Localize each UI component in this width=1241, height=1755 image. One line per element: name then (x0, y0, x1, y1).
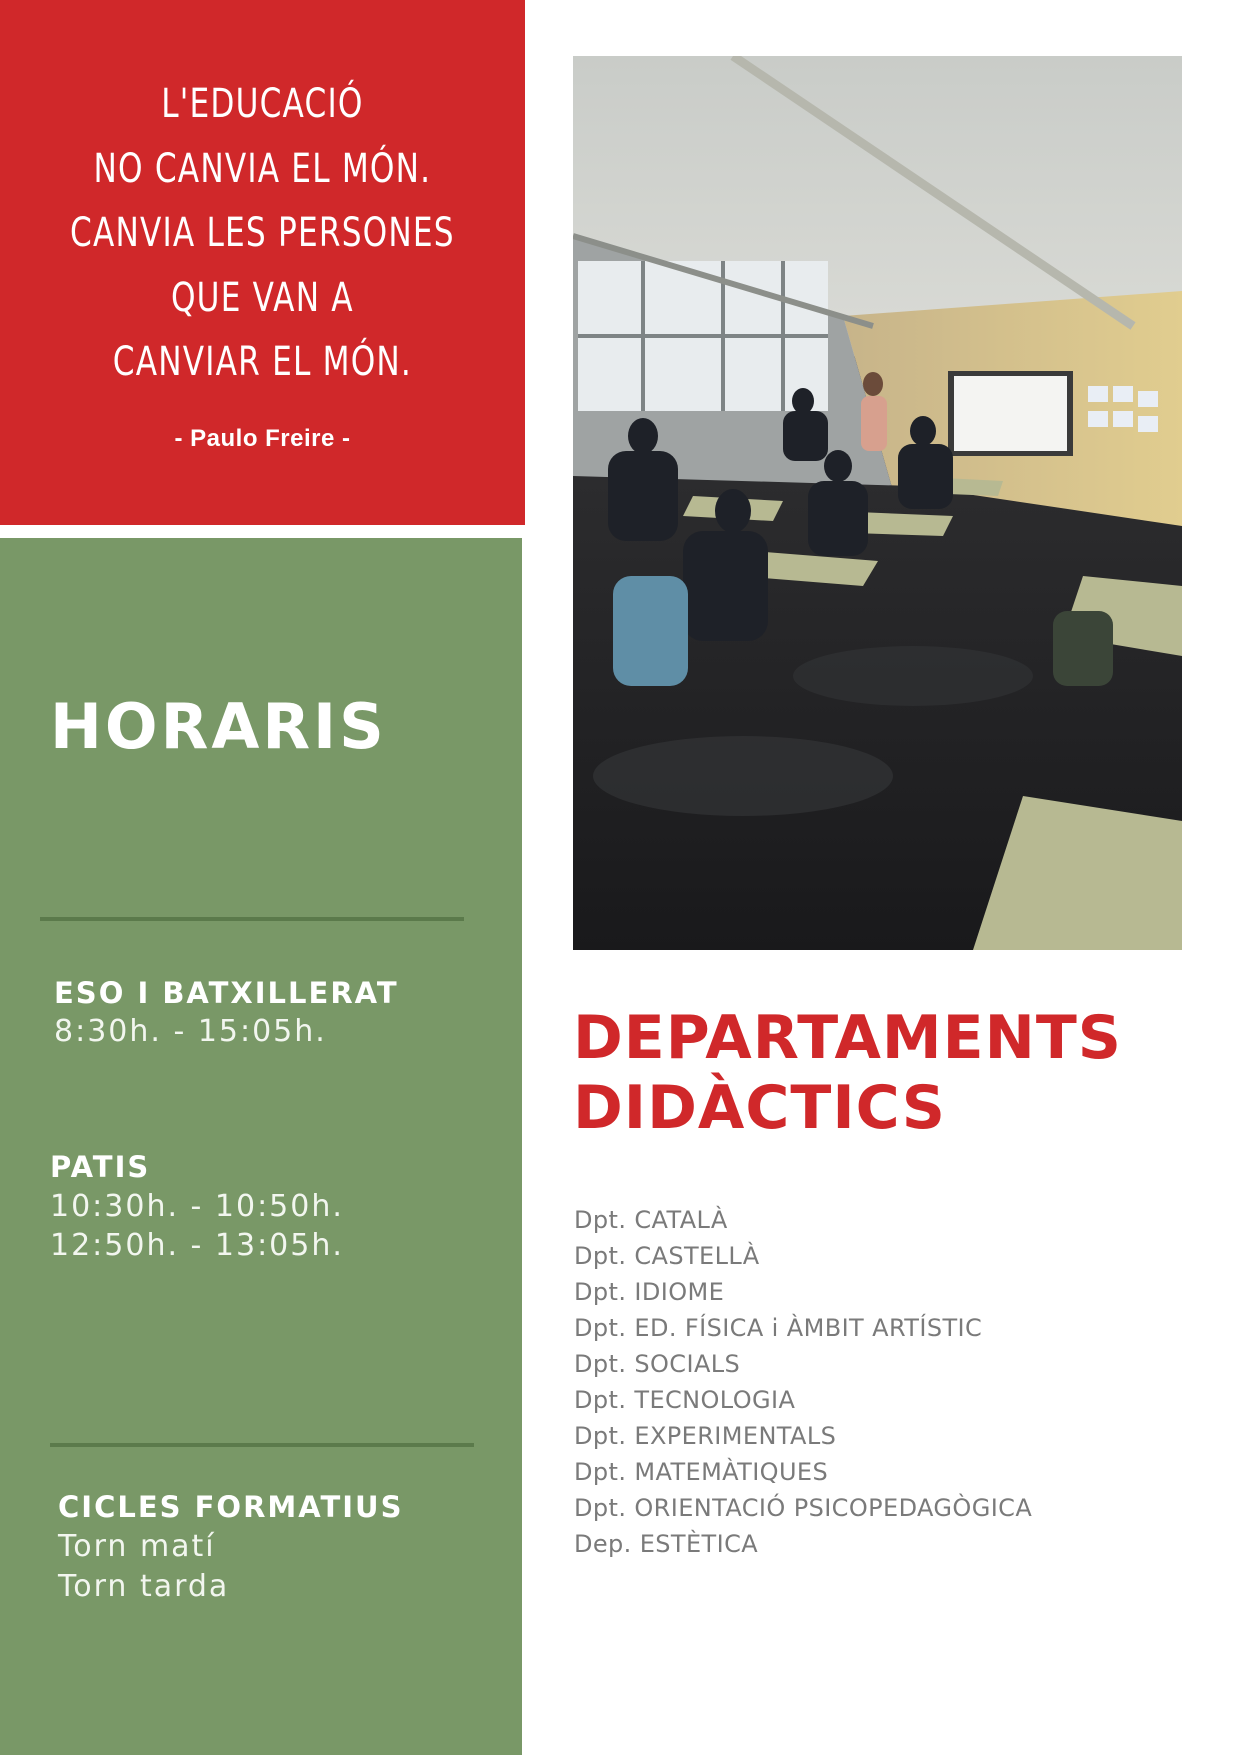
eso-heading: ESO I BATXILLERAT (54, 976, 399, 1010)
schedule-panel (0, 538, 522, 1755)
cicles-heading: CICLES FORMATIUS (58, 1490, 404, 1524)
eso-time: 8:30h. - 15:05h. (54, 1014, 327, 1049)
patis-heading: PATIS (50, 1150, 151, 1184)
divider (40, 917, 464, 921)
department-item: Dpt. IDIOME (574, 1278, 725, 1306)
quote-panel (0, 0, 525, 525)
patis-time: 10:30h. - 10:50h. (50, 1189, 344, 1224)
classroom-photo (573, 56, 1182, 950)
department-item: Dpt. ORIENTACIÓ PSICOPEDAGÒGICA (574, 1494, 1033, 1522)
department-item: Dpt. CASTELLÀ (574, 1242, 760, 1270)
department-item: Dpt. ED. FÍSICA i ÀMBIT ARTÍSTIC (574, 1314, 983, 1342)
department-item: Dpt. TECNOLOGIA (574, 1386, 796, 1414)
quote-line: QUE VAN A (170, 274, 354, 321)
patis-time: 12:50h. - 13:05h. (50, 1228, 344, 1263)
departments-title-line: DEPARTAMENTS (573, 1003, 1122, 1073)
divider (50, 1443, 474, 1447)
cicles-shift: Torn tarda (58, 1569, 230, 1604)
classroom-photo-icon (573, 56, 1182, 950)
departments-title-line: DIDÀCTICS (573, 1073, 947, 1143)
departments-title (573, 1003, 1122, 1143)
department-item: Dpt. MATEMÀTIQUES (574, 1458, 829, 1486)
schedule-title: HORARIS (50, 690, 387, 763)
department-item: Dpt. EXPERIMENTALS (574, 1422, 837, 1450)
department-item: Dpt. CATALÀ (574, 1206, 728, 1234)
quote-line: L'EDUCACIÓ (161, 81, 364, 127)
quote-text (58, 72, 468, 395)
department-item: Dpt. SOCIALS (574, 1350, 741, 1378)
departments-list (574, 1202, 1032, 1562)
quote-line: NO CANVIA EL MÓN. (93, 145, 432, 192)
quote-author: - Paulo Freire - (174, 425, 351, 452)
department-item: Dep. ESTÈTICA (574, 1530, 759, 1558)
quote-line: CANVIAR EL MÓN. (112, 339, 413, 385)
quote-line: CANVIA LES PERSONES (70, 210, 455, 256)
cicles-shift: Torn matí (58, 1529, 216, 1564)
